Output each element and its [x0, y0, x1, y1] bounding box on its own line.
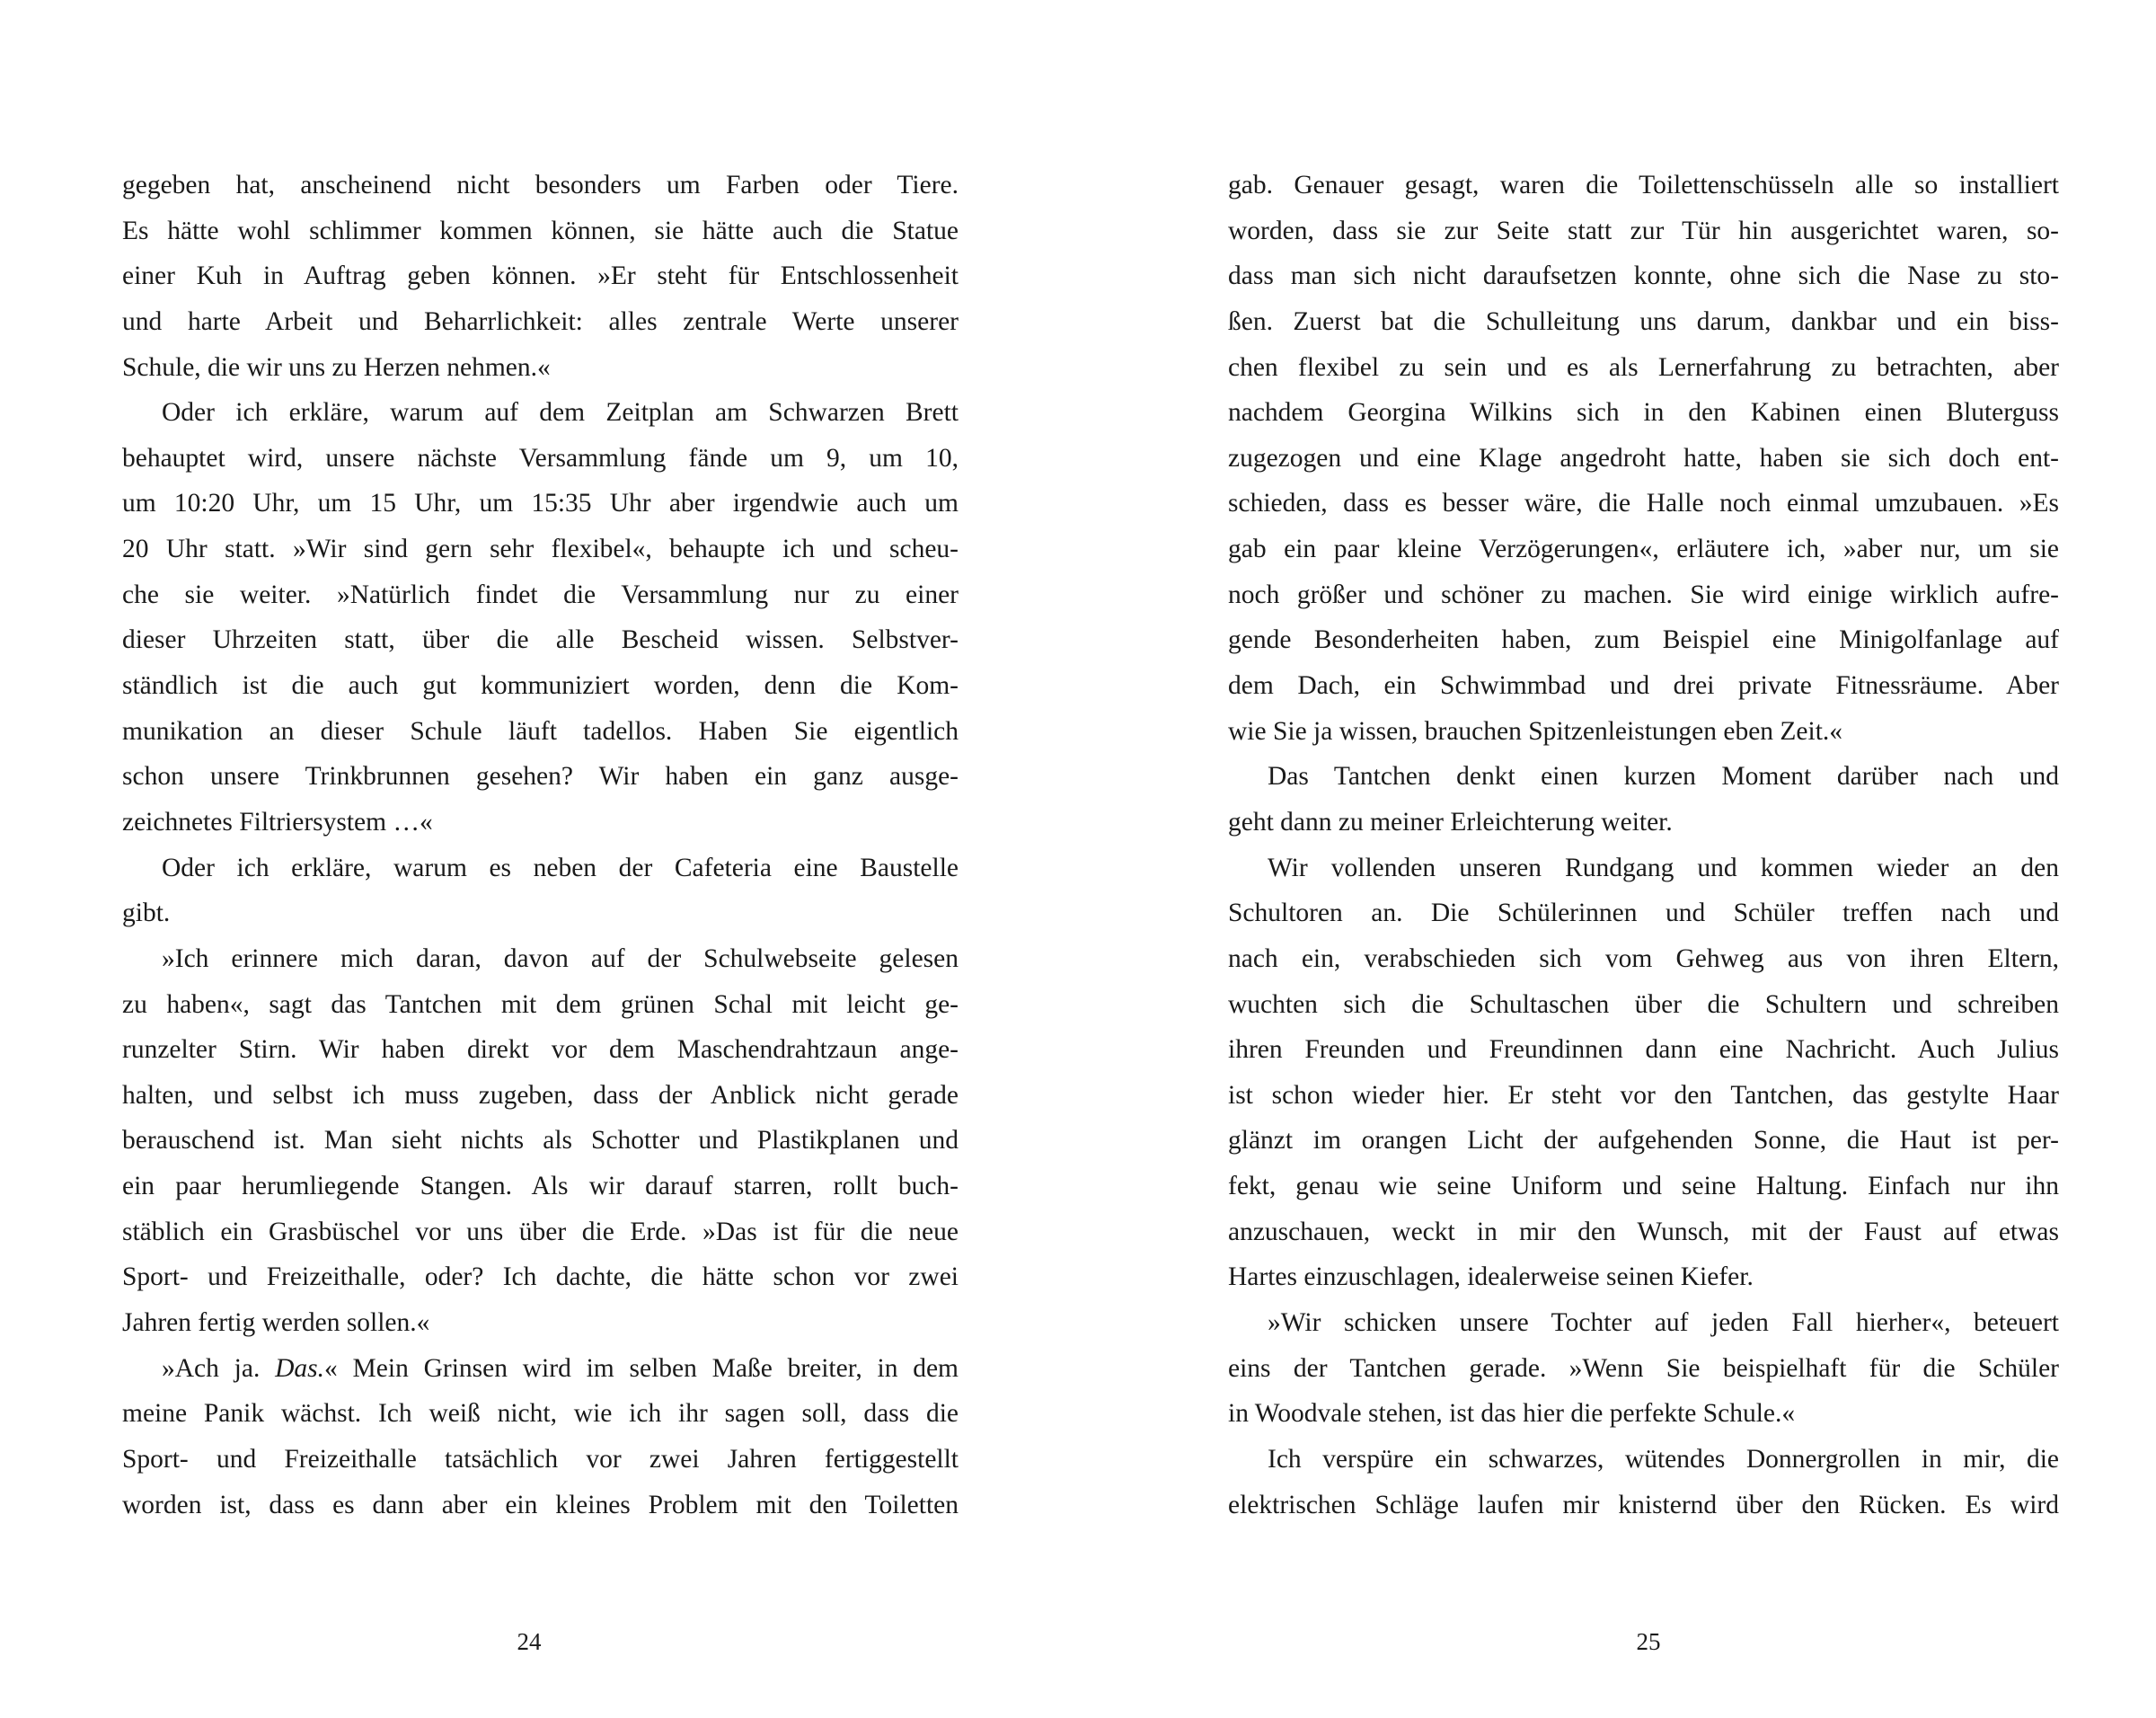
text-line: elektrischen Schläge laufen mir knisternd über den Rücken. Es wird [1228, 1490, 2059, 1519]
text-line: runzelter Stirn. Wir haben direkt vor dem Maschendrahtzaun ange- [122, 1035, 959, 1065]
text-line: glänzt im orangen Licht der aufgehenden Sonne, die Haut ist per- [1228, 1126, 2059, 1156]
text-line: und harte Arbeit und Beharrlichkeit: alles zentrale Werte unserer [122, 306, 959, 336]
text-line: wie Sie ja wissen, brauchen Spitzenleistungen eben Zeit.« [1228, 716, 1843, 746]
text-line: ständlich ist die auch gut kommuniziert worden, denn die Kom- [122, 671, 959, 701]
text-line: Sport- und Freizeithalle, oder? Ich dachte, die hätte schon vor zwei [122, 1262, 959, 1292]
left-page-text [122, 163, 959, 1528]
text-line: worden ist, dass es dann aber ein kleines Problem mit den Toiletten [122, 1490, 959, 1519]
text-line: ßen. Zuerst bat die Schulleitung uns darum, dankbar und ein biss- [1228, 306, 2059, 336]
text-line: anzuschauen, weckt in mir den Wunsch, mit der Faust auf etwas [1228, 1217, 2059, 1246]
text-line: ist schon wieder hier. Er steht vor den Tantchen, das gestylte Haar [1228, 1080, 2059, 1110]
paragraph [1228, 163, 2059, 754]
text-line: gab. Genauer gesagt, waren die Toilettenschüsseln alle so installiert [1228, 171, 2059, 199]
page-number-right: 25 [1636, 1628, 1661, 1655]
text-line: nachdem Georgina Wilkins sich in den Kabinen einen Bluterguss [1228, 398, 2059, 428]
text-line: zugezogen und eine Klage angedroht hatte, haben sie sich doch ent- [1228, 443, 2059, 473]
paragraph [122, 390, 959, 845]
text-line: schieden, dass es besser wäre, die Halle noch einmal umzubauen. »Es [1228, 489, 2059, 518]
page-number-left: 24 [517, 1628, 542, 1655]
text-line: zeichnetes Filtriersystem …« [122, 807, 433, 837]
paragraph [122, 163, 959, 390]
text-line: halten, und selbst ich muss zugeben, dass der Anblick nicht gerade [122, 1080, 959, 1110]
text-line: Das Tantchen denkt einen kurzen Moment darüber nach und [1268, 762, 2059, 792]
text-line: Es hätte wohl schlimmer kommen können, sie hätte auch die Statue [122, 216, 959, 245]
text-segment: »Ach ja. [162, 1353, 276, 1383]
text-line: berauschend ist. Man sieht nichts als Schotter und Plastikplanen und [122, 1126, 959, 1156]
text-line: schon unsere Trinkbrunnen gesehen? Wir haben ein ganz ausge- [122, 762, 959, 792]
text-line: eins der Tantchen gerade. »Wenn Sie beispielhaft für die Schüler [1228, 1353, 2059, 1383]
text-line: Sport- und Freizeithalle tatsächlich vor zwei Jahren fertiggestellt [122, 1444, 959, 1474]
text-line: che sie weiter. »Natürlich findet die Versammlung nur zu einer [122, 580, 959, 609]
paragraph [122, 1346, 959, 1528]
text-line: um 10:20 Uhr, um 15 Uhr, um 15:35 Uhr aber irgendwie auch um [122, 489, 959, 518]
text-line: dass man sich nicht daraufsetzen konnte, ohne sich die Nase zu sto- [1228, 261, 2059, 291]
text-line: fekt, genau wie seine Uniform und seine Haltung. Einfach nur ihn [1228, 1172, 2059, 1201]
text-line [122, 1346, 959, 1392]
text-line: noch größer und schöner zu machen. Sie wird einige wirklich aufre- [1228, 580, 2059, 609]
text-line: Oder ich erkläre, warum auf dem Zeitplan am Schwarzen Brett [162, 398, 959, 428]
text-line: wuchten sich die Schultaschen über die Schultern und schreiben [1228, 989, 2059, 1019]
text-line: Schule, die wir uns zu Herzen nehmen.« [122, 352, 551, 382]
paragraph [122, 936, 959, 1346]
text-line: einer Kuh in Auftrag geben können. »Er steht für Entschlossenheit [122, 261, 959, 291]
text-line: behauptet wird, unsere nächste Versammlung fände um 9, um 10, [122, 443, 959, 473]
text-line: Ich verspüre ein schwarzes, wütendes Donnergrollen in mir, die [1268, 1444, 2059, 1474]
text-line: munikation an dieser Schule läuft tadellos. Haben Sie eigentlich [122, 716, 959, 746]
text-line: Jahren fertig werden sollen.« [122, 1308, 430, 1338]
paragraph [1228, 1300, 2059, 1437]
italic-text: Das. [275, 1353, 325, 1383]
text-line: meine Panik wächst. Ich weiß nicht, wie ich ihr sagen soll, dass die [122, 1399, 959, 1429]
text-line: 20 Uhr statt. »Wir sind gern sehr flexibel«, behaupte ich und scheu- [122, 535, 959, 564]
text-line: gegeben hat, anscheinend nicht besonders um Farben oder Tiere. [122, 171, 959, 199]
paragraph [122, 846, 959, 936]
text-line: Hartes einzuschlagen, idealerweise seinen Kiefer. [1228, 1262, 1754, 1292]
paragraph [1228, 754, 2059, 845]
text-line: ihren Freunden und Freundinnen dann eine Nachricht. Auch Julius [1228, 1035, 2059, 1065]
text-line: dem Dach, ein Schwimmbad und drei private Fitnessräume. Aber [1228, 671, 2059, 701]
right-page-text [1228, 163, 2059, 1528]
text-line: gibt. [122, 899, 171, 928]
text-line: Schultoren an. Die Schülerinnen und Schüler treffen nach und [1228, 899, 2059, 928]
text-line: »Wir schicken unsere Tochter auf jeden Fall hierher«, beteuert [1268, 1308, 2059, 1338]
text-line: nach ein, verabschieden sich vom Gehweg aus von ihren Eltern, [1228, 943, 2059, 973]
paragraph [1228, 1437, 2059, 1528]
text-line: gende Besonderheiten haben, zum Beispiel eine Minigolfanlage auf [1228, 625, 2059, 655]
text-line: Oder ich erkläre, warum es neben der Cafeteria eine Baustelle [162, 853, 959, 882]
text-line: stäblich ein Grasbüschel vor uns über die Erde. »Das ist für die neue [122, 1217, 959, 1246]
text-line: ein paar herumliegende Stangen. Als wir darauf starren, rollt buch- [122, 1172, 959, 1201]
text-line: dieser Uhrzeiten statt, über die alle Bescheid wissen. Selbstver- [122, 625, 959, 655]
text-line: in Woodvale stehen, ist das hier die perfekte Schule.« [1228, 1399, 1796, 1429]
text-line: gab ein paar kleine Verzögerungen«, erläutere ich, »aber nur, um sie [1228, 535, 2059, 564]
text-line: Wir vollenden unseren Rundgang und kommen wieder an den [1268, 853, 2059, 882]
text-line: »Ich erinnere mich daran, davon auf der Schulwebseite gelesen [162, 943, 959, 973]
text-line: chen flexibel zu sein und es als Lernerfahrung zu betrachten, aber [1228, 352, 2059, 382]
text-line: worden, dass sie zur Seite statt zur Tür hin ausgerichtet waren, so- [1228, 216, 2059, 245]
paragraph [1228, 846, 2059, 1300]
text-line: geht dann zu meiner Erleichterung weiter. [1228, 807, 1673, 837]
text-segment: « Mein Grinsen wird im selben Maße breiter, in dem [324, 1353, 959, 1383]
text-line: zu haben«, sagt das Tantchen mit dem grünen Schal mit leicht ge- [122, 989, 959, 1019]
